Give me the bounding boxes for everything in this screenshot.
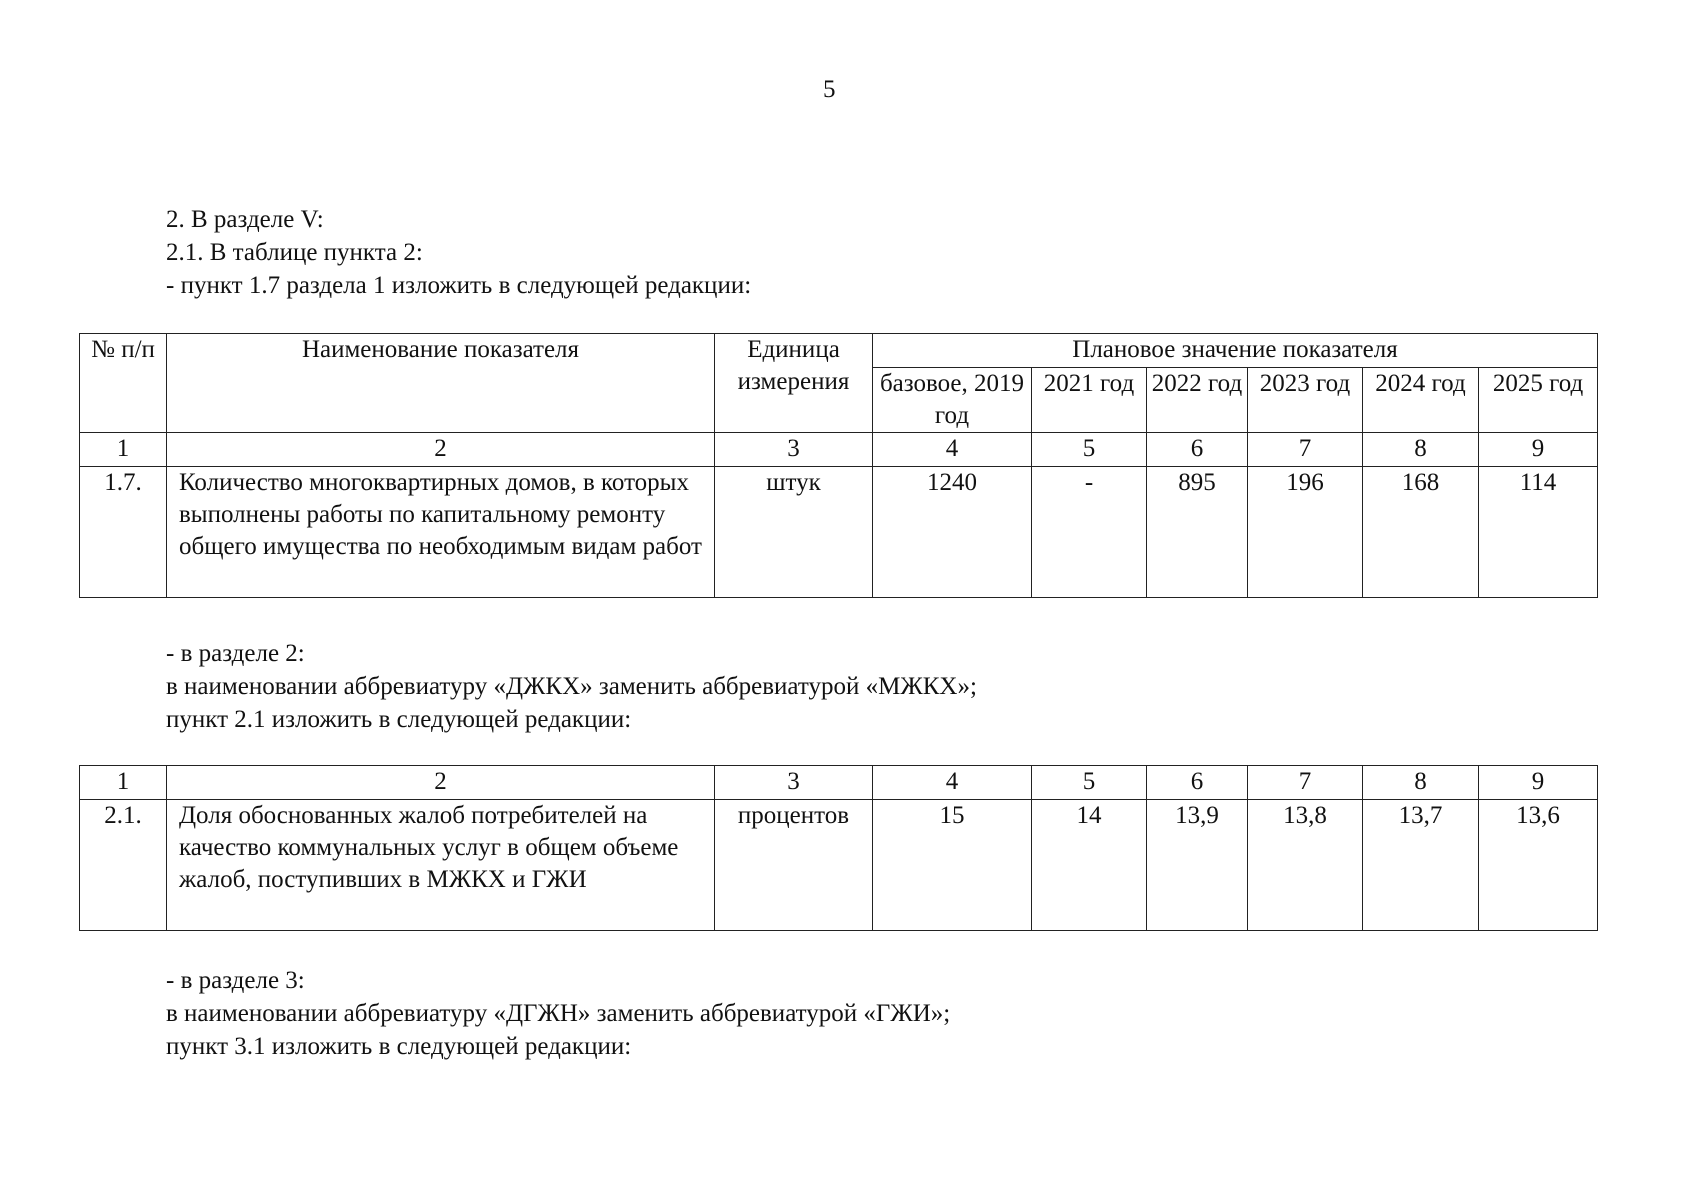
table-row (80, 800, 1598, 931)
row-num: 2.1. (80, 800, 167, 931)
column-number: 7 (1248, 433, 1363, 467)
indicator-table-2 (79, 765, 1598, 931)
section3-line: в наименовании аббревиатуру «ДГЖН» заменить аббревиатурой «ГЖИ»; (166, 1000, 951, 1027)
row-num: 1.7. (80, 467, 167, 598)
row-value: 196 (1248, 467, 1363, 598)
row-value: 13,9 (1147, 800, 1248, 931)
row-value: 114 (1479, 467, 1598, 598)
column-number: 5 (1032, 433, 1147, 467)
column-number: 9 (1479, 766, 1598, 800)
row-value: 15 (873, 800, 1032, 931)
header-year: 2023 год (1248, 368, 1363, 433)
header-unit: Единица измерения (715, 334, 873, 433)
column-number: 7 (1248, 766, 1363, 800)
row-unit: процентов (715, 800, 873, 931)
column-number: 5 (1032, 766, 1147, 800)
column-number: 8 (1363, 433, 1479, 467)
header-year: 2024 год (1363, 368, 1479, 433)
column-number: 2 (167, 766, 715, 800)
section3-paragraph (166, 964, 950, 1063)
intro-line: 2.1. В таблице пункта 2: (166, 239, 423, 266)
intro-line: 2. В разделе V: (166, 206, 324, 233)
column-number: 1 (80, 766, 167, 800)
column-number: 4 (873, 766, 1032, 800)
header-num: № п/п (80, 334, 167, 433)
row-value: - (1032, 467, 1147, 598)
column-number: 4 (873, 433, 1032, 467)
section3-line: пункт 3.1 изложить в следующей редакции: (166, 1033, 632, 1060)
row-value: 13,7 (1363, 800, 1479, 931)
row-value: 13,8 (1248, 800, 1363, 931)
header-year: базовое, 2019 год (873, 368, 1032, 433)
section2-line: пункт 2.1 изложить в следующей редакции: (166, 706, 632, 733)
column-number: 3 (715, 766, 873, 800)
row-value: 895 (1147, 467, 1248, 598)
header-year: 2022 год (1147, 368, 1248, 433)
row-unit: штук (715, 467, 873, 598)
section2-paragraph (166, 637, 977, 736)
column-number: 6 (1147, 766, 1248, 800)
header-plan: Плановое значение показателя (873, 334, 1598, 368)
header-name: Наименование показателя (167, 334, 715, 433)
section3-line: - в разделе 3: (166, 967, 305, 994)
column-number-row (80, 766, 1598, 800)
row-name: Количество многоквартирных домов, в которых выполнены работы по капитальному ремонту общего имущества по необходимым видам работ (167, 467, 715, 598)
header-year: 2025 год (1479, 368, 1598, 433)
column-number: 3 (715, 433, 873, 467)
page-number: 5 (823, 76, 836, 103)
column-number-row (80, 433, 1598, 467)
section2-line: - в разделе 2: (166, 640, 305, 667)
section2-line: в наименовании аббревиатуру «ДЖКХ» заменить аббревиатурой «МЖКХ»; (166, 673, 977, 700)
row-value: 168 (1363, 467, 1479, 598)
column-number: 9 (1479, 433, 1598, 467)
row-name: Доля обоснованных жалоб потребителей на качество коммунальных услуг в общем объеме жалоб, поступивших в МЖКХ и ГЖИ (167, 800, 715, 931)
table-row (80, 467, 1598, 598)
header-year: 2021 год (1032, 368, 1147, 433)
intro-line: - пункт 1.7 раздела 1 изложить в следующей редакции: (166, 272, 752, 299)
intro-paragraph (166, 203, 751, 302)
row-value: 1240 (873, 467, 1032, 598)
indicator-table-1 (79, 333, 1598, 598)
row-value: 14 (1032, 800, 1147, 931)
row-value: 13,6 (1479, 800, 1598, 931)
column-number: 6 (1147, 433, 1248, 467)
column-number: 2 (167, 433, 715, 467)
column-number: 8 (1363, 766, 1479, 800)
column-number: 1 (80, 433, 167, 467)
